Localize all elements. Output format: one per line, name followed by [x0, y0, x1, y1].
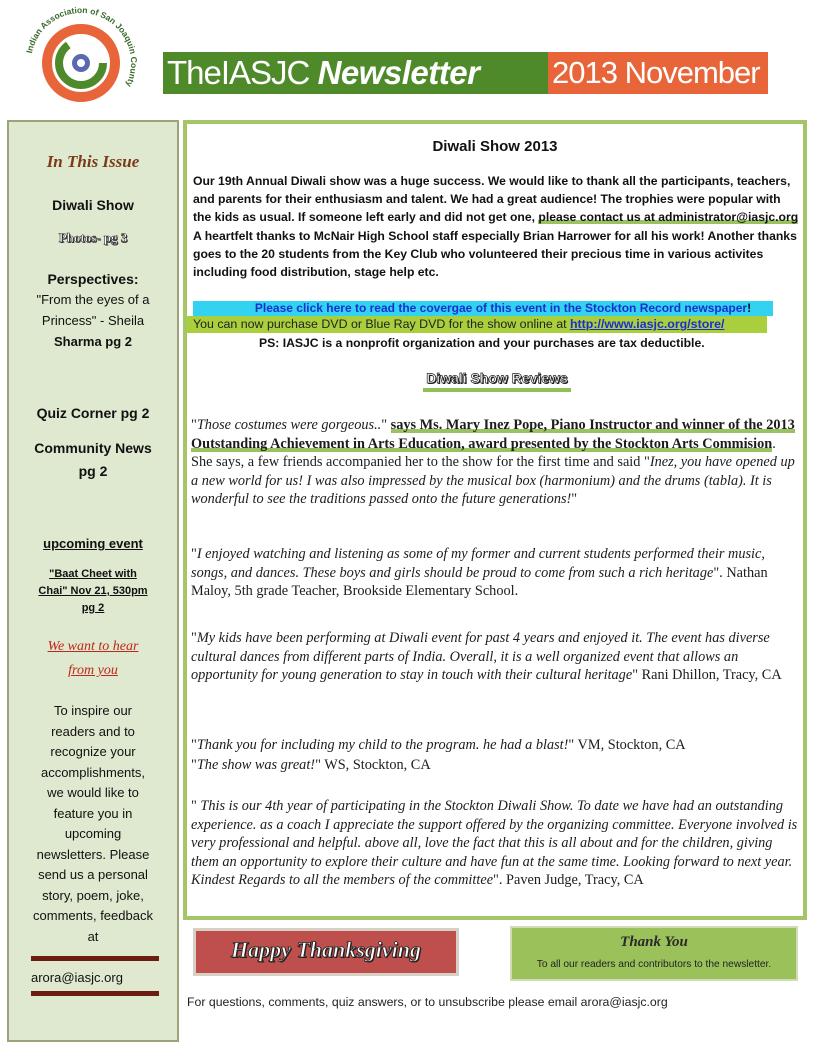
sidebar-event-line3[interactable]: pg 2 — [81, 602, 105, 614]
issue-date: 2013 November — [548, 52, 768, 94]
footer-contact: For questions, comments, quiz answers, or to unsubscribe please email arora@iasjc.org — [187, 995, 668, 1009]
inspire-line: upcoming — [64, 826, 122, 841]
sidebar-item-photos[interactable]: Photos- pg 3 — [58, 230, 128, 245]
review-3: "My kids have been performing at Diwali event for past 4 years and enjoyed it. The event has diverse cultural dances from different parts of India. Overall, it is a well organized event that allows an opportunity for young generation to stay in touch with their cultural heritage" Rani Dhillon, Tracy, CA — [191, 630, 782, 684]
newspaper-coverage-link[interactable]: Please click here to read the covergae of this event in the Stockton Record newspaper! — [193, 301, 773, 316]
intro-text-1: Our 19th Annual Diwali show was a huge success. We would like to thank all the participants, teachers, and parents for their enthusiasm and talent. We had a great audience! The trophies were popular with the kids as usual. If someone left early and did not get one, — [193, 174, 791, 225]
inspire-line: accomplishments, — [40, 764, 146, 780]
inspire-line: recognize your — [50, 744, 136, 759]
sidebar-upcoming-heading: upcoming event — [43, 536, 143, 551]
ps-note: PS: IASJC is a nonprofit organization and your purchases are tax deductible. — [259, 336, 705, 350]
sidebar-perspectives-line1: "From the eyes of a — [36, 292, 150, 307]
sidebar-event-line1[interactable]: "Baat Cheet with — [49, 568, 137, 580]
newsletter-title — [163, 52, 548, 94]
article-intro — [193, 172, 799, 281]
title-light: TheIASJC — [167, 54, 310, 91]
svg-text:Indian Association of San Joaq — [24, 5, 139, 89]
happy-thanksgiving-text: Happy Thanksgiving — [230, 937, 422, 962]
sidebar-inspire-text — [9, 701, 177, 947]
sidebar-heading: In This Issue — [46, 152, 140, 171]
sidebar-item-perspectives[interactable]: Perspectives: — [47, 271, 139, 287]
inspire-line: story, poem, joke, — [42, 887, 144, 903]
inspire-line: comments, feedback — [33, 908, 153, 923]
sidebar-item-community-line2[interactable]: pg 2 — [78, 463, 108, 479]
main-article — [183, 120, 807, 920]
inspire-line: To inspire our — [53, 703, 133, 718]
inspire-line: send us a personal — [38, 867, 148, 882]
inspire-line: we would like to — [47, 785, 139, 800]
inspire-line: newsletters. Please — [36, 846, 150, 862]
sidebar-event-line2[interactable]: Chai" Nov 21, 530pm — [38, 585, 148, 597]
review-4: "Thank you for including my child to the program. he had a blast!" VM, Stockton, CA — [191, 737, 686, 753]
logo-ring-text: Indian Association of San Joaquin County — [24, 4, 140, 89]
sidebar-hear-line1: We want to hear — [47, 639, 139, 654]
thank-you-box — [510, 926, 798, 981]
store-link[interactable]: http://www.iasjc.org/store/ — [569, 317, 725, 331]
sidebar-in-this-issue — [7, 120, 179, 1042]
sidebar-item-community-line1[interactable]: Community News — [34, 440, 152, 456]
article-title: Diwali Show 2013 — [432, 138, 558, 155]
sidebar-divider-bottom — [31, 991, 159, 996]
review-2: "I enjoyed watching and listening as some of my former and current students performed their music, songs, and dances. These boys and girls should be proud to come from such a rich heritage". Nathan Maloy, 5th grade Teacher, Brookside Elementary School. — [191, 546, 768, 600]
inspire-line: readers and to — [51, 723, 135, 739]
sidebar-item-quiz[interactable]: Quiz Corner pg 2 — [36, 405, 150, 421]
sidebar-perspectives-line2: Princess" - Sheila — [41, 313, 145, 328]
sidebar-item-diwali-show[interactable]: Diwali Show — [52, 197, 134, 213]
dvd-purchase-line: You can now purchase DVD or Blue Ray DVD for the show online at http://www.iasjc.org/store/ — [187, 316, 767, 333]
title-bold: Newsletter — [317, 54, 480, 91]
intro-text-2: A heartfelt thanks to McNair High School staff especially Brian Harrower for all his work! Another thanks goes to the 20 students from the Key Club who volunteered their precious time in various activites including food distribution, stage help etc. — [193, 228, 797, 280]
review-1: "Those costumes were gorgeous.." says Ms. Mary Inez Pope, Piano Instructor and winner of the 2013 Outstanding Achievement in Arts Education, award presented by the Stockton Arts Commision. She says, a few friends accompanied her to the show for the first time and said "Inez, you have opened up a new world for us! I was also impressed by the musical box (harmonium) and the drums (tabla). It is wonderful to see the traditions passed onto the future generations!" — [191, 417, 795, 508]
sidebar-perspectives-line3: Sharma pg 2 — [53, 334, 133, 349]
happy-thanksgiving-banner — [193, 928, 459, 976]
inspire-line: feature you in — [53, 805, 133, 821]
thank-you-subtitle: To all our readers and contributors to the newsletter. — [536, 959, 772, 970]
thank-you-title: Thank You — [620, 934, 688, 950]
review-6: " This is our 4th year of participating in the Stockton Diwali Show. To date we have had an outstanding experience. as a coach I appreciate the support offered by the organizing committee. Everyone involved is very professional and helpful. above all, love the fact that this is all about and for the children, giving them an opportunity to explore their culture and have fun at the same time. Looking forward to next year. Kindest Regards to all the members of the committee". Paven Judge, Tracy, CA — [191, 798, 798, 889]
sidebar-hear-line2: from you — [68, 663, 118, 678]
review-5: "The show was great!" WS, Stockton, CA — [191, 757, 431, 773]
iasjc-logo — [22, 4, 140, 122]
contact-link[interactable]: please contact us at administrator@iasjc.org — [538, 210, 799, 225]
sidebar-divider-top — [31, 956, 159, 961]
reviews-heading: Diwali Show Reviews — [423, 370, 571, 392]
sidebar-email[interactable]: arora@iasjc.org — [31, 970, 123, 985]
inspire-line: at — [87, 928, 99, 944]
